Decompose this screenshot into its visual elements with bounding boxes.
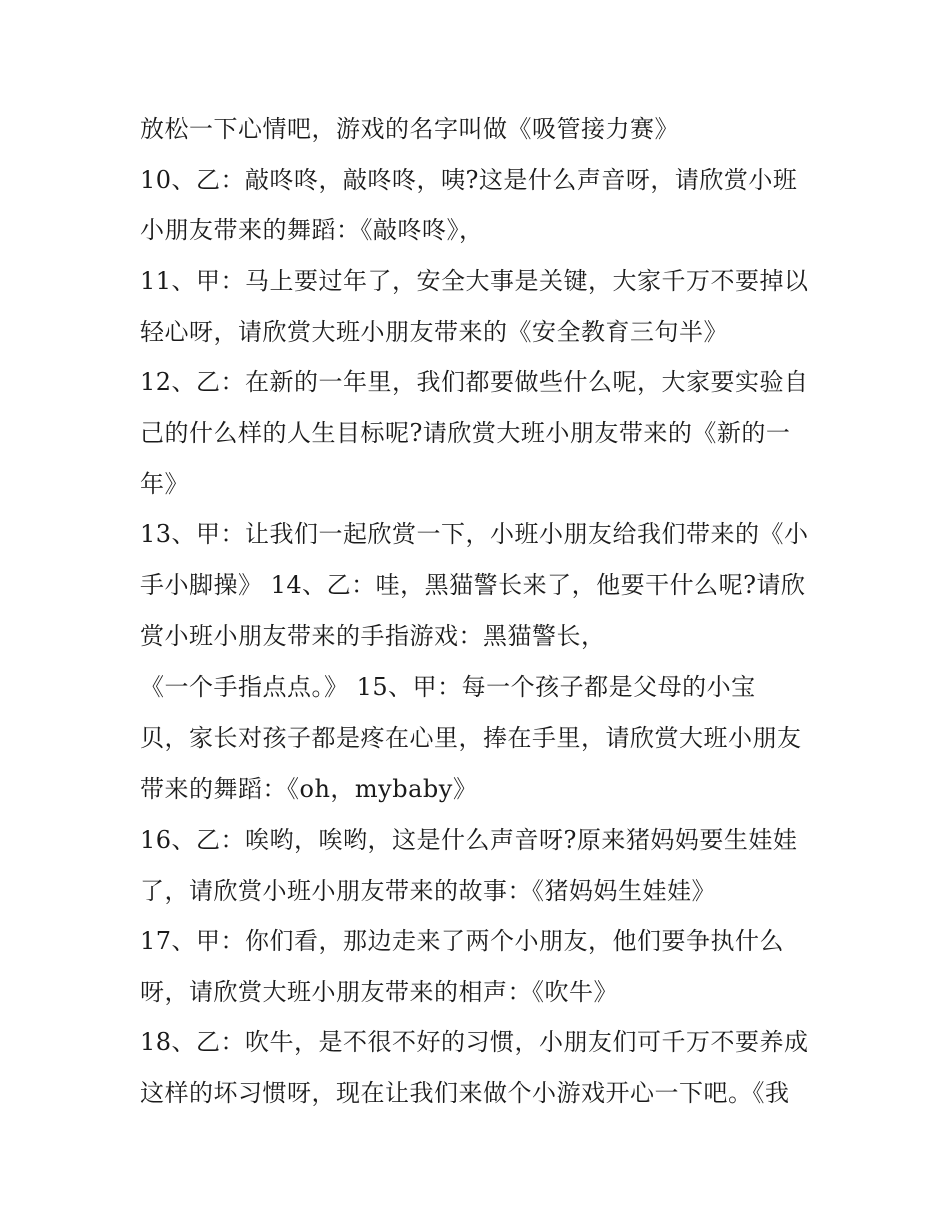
text-line-10: 手小脚操》 14、乙：哇，黑猫警长来了，他要干什么呢?请欣 bbox=[140, 571, 806, 599]
text-line-8: 年》 bbox=[140, 470, 189, 498]
text-line-17: 17、甲：你们看，那边走来了两个小朋友，他们要争执什么 bbox=[140, 927, 785, 955]
text-line-2: 10、乙：敲咚咚，敲咚咚，咦?这是什么声音呀，请欣赏小班 bbox=[140, 166, 798, 194]
text-line-7: 己的什么样的人生目标呢?请欣赏大班小朋友带来的《新的一 bbox=[140, 419, 791, 447]
text-line-15: 16、乙：唉哟，唉哟，这是什么声音呀?原来猪妈妈要生娃娃 bbox=[140, 826, 798, 854]
text-line-16: 了，请欣赏小班小朋友带来的故事：《猪妈妈生娃娃》 bbox=[140, 877, 716, 905]
text-line-11: 赏小班小朋友带来的手指游戏：黑猫警长， bbox=[140, 622, 606, 650]
text-line-9: 13、甲：让我们一起欣赏一下，小班小朋友给我们带来的《小 bbox=[140, 520, 809, 548]
text-line-1: 放松一下心情吧，游戏的名字叫做《吸管接力赛》 bbox=[140, 115, 679, 143]
text-line-13: 贝，家长对孩子都是疼在心里，捧在手里，请欣赏大班小朋友 bbox=[140, 724, 802, 752]
text-line-6: 12、乙：在新的一年里，我们都要做些什么呢，大家要实验自 bbox=[140, 368, 809, 396]
text-line-18: 呀，请欣赏大班小朋友带来的相声：《吹牛》 bbox=[140, 978, 618, 1006]
text-line-20: 这样的坏习惯呀，现在让我们来做个小游戏开心一下吧。《我 bbox=[140, 1079, 790, 1107]
text-line-14: 带来的舞蹈：《oh，mybaby》 bbox=[140, 775, 478, 803]
text-line-12: 《一个手指点点。》 15、甲：每一个孩子都是父母的小宝 bbox=[140, 673, 756, 701]
text-line-5: 轻心呀，请欣赏大班小朋友带来的《安全教育三句半》 bbox=[140, 318, 728, 346]
text-line-19: 18、乙：吹牛，是不很不好的习惯，小朋友们可千万不要养成 bbox=[140, 1028, 809, 1056]
text-line-3: 小朋友带来的舞蹈：《敲咚咚》， bbox=[140, 216, 484, 244]
text-line-4: 11、甲：马上要过年了，安全大事是关键，大家千万不要掉以 bbox=[140, 267, 809, 295]
